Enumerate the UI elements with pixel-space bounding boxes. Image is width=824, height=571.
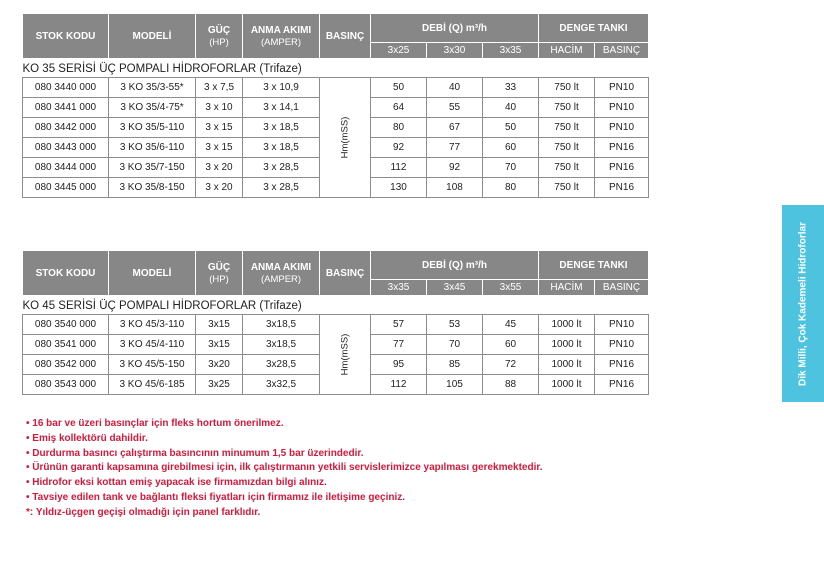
cell-anma-akimi: 3 x 18,5 <box>243 118 320 138</box>
cell-hacim: 750 lt <box>539 78 595 98</box>
cell-hacim: 1000 lt <box>539 335 595 355</box>
header-denge-tanki: DENGE TANKI <box>539 14 649 43</box>
cell-stok-kodu: 080 3442 000 <box>23 118 109 138</box>
note-item: • Durdurma basıncı çalıştırma basıncının minumum 1,5 bar üzerindedir. <box>26 447 364 459</box>
cell-guc: 3 x 20 <box>196 178 243 198</box>
cell-tank-basinc: PN10 <box>595 98 649 118</box>
subheader-hacim: HACİM <box>539 280 595 296</box>
cell-stok-kodu: 080 3541 000 <box>23 335 109 355</box>
header-guc: GÜÇ (HP) <box>196 14 243 59</box>
cell-anma-akimi: 3x32,5 <box>243 375 320 395</box>
cell-debi: 70 <box>483 158 539 178</box>
cell-tank-basinc: PN16 <box>595 158 649 178</box>
cell-hacim: 750 lt <box>539 158 595 178</box>
cell-debi: 33 <box>483 78 539 98</box>
ko45-table <box>22 250 649 395</box>
cell-tank-basinc: PN16 <box>595 355 649 375</box>
subheader-tank-basinc: BASINÇ <box>595 280 649 296</box>
cell-debi: 92 <box>371 138 427 158</box>
cell-stok-kodu: 080 3542 000 <box>23 355 109 375</box>
header-anma-akimi: ANMA AKIMI (AMPER) <box>243 14 320 59</box>
cell-debi: 57 <box>371 315 427 335</box>
cell-hacim: 750 lt <box>539 178 595 198</box>
cell-modeli: 3 KO 35/7-150 <box>109 158 196 178</box>
cell-debi: 112 <box>371 158 427 178</box>
cell-hacim: 1000 lt <box>539 355 595 375</box>
cell-hacim: 750 lt <box>539 98 595 118</box>
header-stok-kodu: STOK KODU <box>23 14 109 59</box>
cell-modeli: 3 KO 35/5-110 <box>109 118 196 138</box>
cell-debi: 53 <box>427 315 483 335</box>
cell-debi: 88 <box>483 375 539 395</box>
header-denge-tanki: DENGE TANKI <box>539 251 649 280</box>
cell-anma-akimi: 3x18,5 <box>243 335 320 355</box>
cell-stok-kodu: 080 3444 000 <box>23 158 109 178</box>
cell-modeli: 3 KO 45/5-150 <box>109 355 196 375</box>
note-item: • Emiş kollektörü dahildir. <box>26 432 148 444</box>
cell-debi: 40 <box>427 78 483 98</box>
note-item: • Ürünün garanti kapsamına girebilmesi için, ilk çalıştırmanın yetkili servislerimizce yapılması gerekmektedir. <box>26 462 543 474</box>
cell-debi: 92 <box>427 158 483 178</box>
cell-modeli: 3 KO 45/3-110 <box>109 315 196 335</box>
subheader-debi-2: 3x45 <box>427 280 483 296</box>
cell-debi: 72 <box>483 355 539 375</box>
cell-anma-akimi: 3 x 18,5 <box>243 138 320 158</box>
cell-debi: 105 <box>427 375 483 395</box>
cell-stok-kodu: 080 3445 000 <box>23 178 109 198</box>
cell-anma-akimi: 3 x 10,9 <box>243 78 320 98</box>
cell-debi: 45 <box>483 315 539 335</box>
hm-label-cell <box>320 315 371 395</box>
cell-debi: 55 <box>427 98 483 118</box>
cell-tank-basinc: PN16 <box>595 138 649 158</box>
subheader-debi-1: 3x35 <box>371 280 427 296</box>
cell-tank-basinc: PN10 <box>595 118 649 138</box>
cell-guc: 3 x 10 <box>196 98 243 118</box>
cell-stok-kodu: 080 3540 000 <box>23 315 109 335</box>
cell-debi: 70 <box>427 335 483 355</box>
cell-tank-basinc: PN10 <box>595 335 649 355</box>
cell-stok-kodu: 080 3443 000 <box>23 138 109 158</box>
header-anma-akimi: ANMA AKIMI (AMPER) <box>243 251 320 296</box>
cell-modeli: 3 KO 35/6-110 <box>109 138 196 158</box>
cell-hacim: 1000 lt <box>539 315 595 335</box>
note-item: • Tavsiye edilen tank ve bağlantı fleksi fiyatları için firmamız ile iletişime geçiniz. <box>26 491 406 503</box>
notes-list <box>26 417 543 521</box>
subheader-debi-3: 3x35 <box>483 43 539 59</box>
cell-debi: 67 <box>427 118 483 138</box>
cell-debi: 80 <box>371 118 427 138</box>
note-item: • Hidrofor eksi kottan emiş yapacak ise firmamızdan bilgi alınız. <box>26 477 327 489</box>
cell-tank-basinc: PN10 <box>595 315 649 335</box>
subheader-debi-1: 3x25 <box>371 43 427 59</box>
note-item: *: Yıldız-üçgen geçişi olmadığı için panel farklıdır. <box>26 506 261 518</box>
cell-guc: 3 x 15 <box>196 138 243 158</box>
cell-stok-kodu: 080 3441 000 <box>23 98 109 118</box>
cell-debi: 60 <box>483 335 539 355</box>
cell-guc: 3 x 15 <box>196 118 243 138</box>
cell-stok-kodu: 080 3543 000 <box>23 375 109 395</box>
cell-debi: 80 <box>483 178 539 198</box>
cell-anma-akimi: 3 x 28,5 <box>243 178 320 198</box>
hm-label: Hm(mSS) <box>339 333 351 376</box>
hm-label: Hm(mSS) <box>339 116 351 159</box>
section-side-tab <box>782 205 824 402</box>
cell-tank-basinc: PN10 <box>595 78 649 98</box>
cell-guc: 3x15 <box>196 315 243 335</box>
cell-modeli: 3 KO 35/3-55* <box>109 78 196 98</box>
header-basinc: BASINÇ <box>320 14 371 59</box>
cell-debi: 60 <box>483 138 539 158</box>
header-guc: GÜÇ (HP) <box>196 251 243 296</box>
table-title: KO 35 SERİSİ ÜÇ POMPALI HİDROFORLAR (Trifaze) <box>23 59 649 78</box>
cell-guc: 3x15 <box>196 335 243 355</box>
cell-debi: 77 <box>371 335 427 355</box>
cell-anma-akimi: 3 x 14,1 <box>243 98 320 118</box>
cell-modeli: 3 KO 45/6-185 <box>109 375 196 395</box>
header-modeli: MODELİ <box>109 14 196 59</box>
side-tab-label: Dik Milli, Çok Kademeli Hidroforlar <box>797 221 809 386</box>
table-title: KO 45 SERİSİ ÜÇ POMPALI HİDROFORLAR (Trifaze) <box>23 296 649 315</box>
header-debi: DEBİ (Q) m³/h <box>371 251 539 280</box>
cell-anma-akimi: 3 x 28,5 <box>243 158 320 178</box>
cell-debi: 77 <box>427 138 483 158</box>
header-debi: DEBİ (Q) m³/h <box>371 14 539 43</box>
header-basinc: BASINÇ <box>320 251 371 296</box>
cell-hacim: 750 lt <box>539 138 595 158</box>
header-stok-kodu: STOK KODU <box>23 251 109 296</box>
subheader-tank-basinc: BASINÇ <box>595 43 649 59</box>
cell-hacim: 1000 lt <box>539 375 595 395</box>
subheader-debi-3: 3x55 <box>483 280 539 296</box>
cell-tank-basinc: PN16 <box>595 178 649 198</box>
cell-guc: 3x20 <box>196 355 243 375</box>
cell-debi: 50 <box>371 78 427 98</box>
cell-guc: 3 x 7,5 <box>196 78 243 98</box>
cell-debi: 85 <box>427 355 483 375</box>
cell-modeli: 3 KO 35/4-75* <box>109 98 196 118</box>
cell-debi: 95 <box>371 355 427 375</box>
cell-debi: 64 <box>371 98 427 118</box>
table-row <box>23 315 649 335</box>
cell-stok-kodu: 080 3440 000 <box>23 78 109 98</box>
cell-guc: 3 x 20 <box>196 158 243 178</box>
ko35-table <box>22 13 649 198</box>
cell-debi: 130 <box>371 178 427 198</box>
cell-debi: 112 <box>371 375 427 395</box>
cell-anma-akimi: 3x18,5 <box>243 315 320 335</box>
cell-tank-basinc: PN16 <box>595 375 649 395</box>
subheader-hacim: HACİM <box>539 43 595 59</box>
cell-debi: 40 <box>483 98 539 118</box>
table-row <box>23 78 649 98</box>
cell-guc: 3x25 <box>196 375 243 395</box>
cell-modeli: 3 KO 35/8-150 <box>109 178 196 198</box>
cell-modeli: 3 KO 45/4-110 <box>109 335 196 355</box>
hm-label-cell <box>320 78 371 198</box>
cell-debi: 108 <box>427 178 483 198</box>
cell-debi: 50 <box>483 118 539 138</box>
header-modeli: MODELİ <box>109 251 196 296</box>
subheader-debi-2: 3x30 <box>427 43 483 59</box>
cell-anma-akimi: 3x28,5 <box>243 355 320 375</box>
cell-hacim: 750 lt <box>539 118 595 138</box>
note-item: • 16 bar ve üzeri basınçlar için fleks hortum önerilmez. <box>26 418 284 429</box>
